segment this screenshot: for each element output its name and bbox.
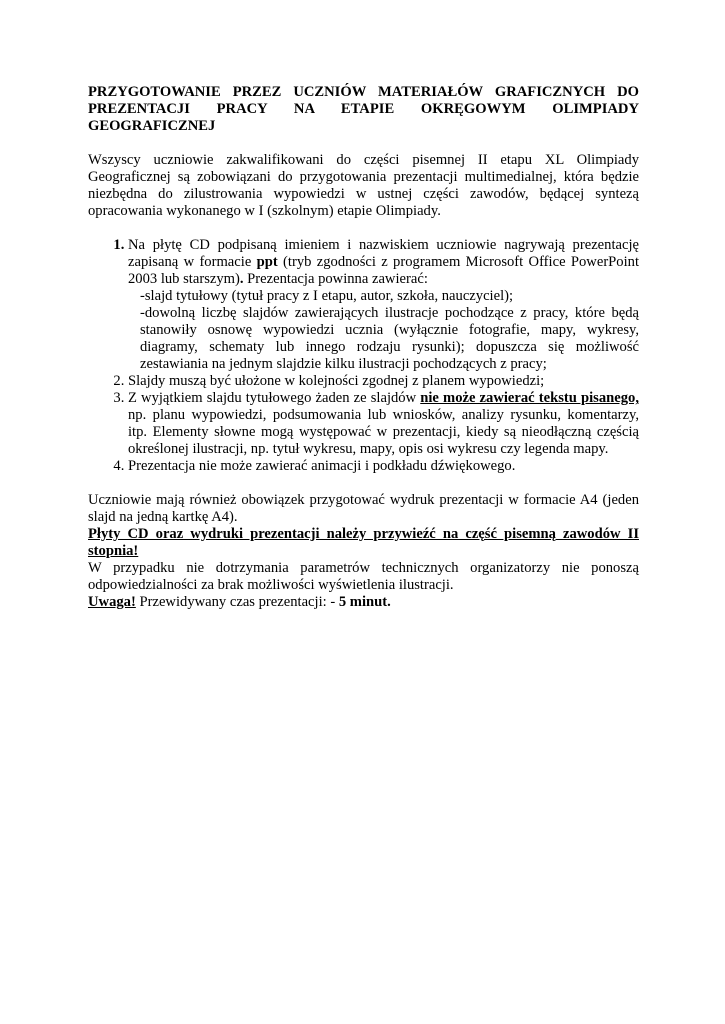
item3-text-a: Z wyjątkiem slajdu tytułowego żaden ze slajdów [128,390,421,406]
printout-paragraph: Uczniowie mają również obowiązek przygotować wydruk prezentacji w formacie A4 (jeden slajd na jedną kartkę A4). [88,492,639,525]
title-line-2: PREZENTACJI PRACY NA ETAPIE OKRĘGOWYM OLIMPIADY GEOGRAFICZNEJ [88,101,639,134]
item1-sub-1: -slajd tytułowy (tytuł pracy z I etapu, autor, szkoła, nauczyciel); [140,288,514,304]
title-line-1: PRZYGOTOWANIE PRZEZ UCZNIÓW MATERIAŁÓW GRAFICZNYCH DO [88,84,639,100]
item1-text-c: Prezentacja powinna zawierać: [243,271,428,287]
list-item-1 [128,237,639,373]
list-item-2: 2. Slajdy muszą być ułożone w kolejności zgodnej z planem wypowiedzi; [128,373,639,390]
requirements-list [88,237,639,475]
note-time: 5 minut. [338,594,391,610]
item1-dot: . [239,271,244,287]
list-item-4: 4. Prezentacja nie może zawierać animacji i podkładu dźwiękowego. [128,458,639,475]
note-label: Uwaga! [88,594,136,610]
item1-ppt: ppt [256,254,278,270]
item1-sub-2: -dowolną liczbę slajdów zawierających ilustracje pochodzące z pracy, które będą stanowiły osnowę wypowiedzi ucznia (wyłącznie fotografie, mapy, wykresy, diagramy, schematy lub innego rodzaju rysunki); dopuszcza się możliwość zestawiania na jednym slajdzie kilku ilustracji pochodzących z pracy; [140,305,639,372]
intro-paragraph: Wszyscy uczniowie zakwalifikowani do części pisemnej II etapu XL Olimpiady Geograficznej są zobowiązani do przygotowania prezentacji multimedialnej, która będzie niezbędna do zilustrowania wypowiedzi w ustnej części zawodów, będącej syntezą opracowania wykonanego w I (szkolnym) etapie Olimpiady. [88,152,639,219]
document-page [88,84,639,611]
note-paragraph [88,594,639,611]
list-item-3 [128,390,639,458]
item3-text-b: np. planu wypowiedzi, podsumowania lub wniosków, analizy rysunku, komentarzy, itp. Elementy słowne mogą występować w prezentacji, kiedy są nieodłączną częścią określonej ilustracji, np. tytuł wykresu, mapy, opis osi wykresu czy legenda mapy. [128,407,639,457]
note-text: Przewidywany czas prezentacji: - [135,594,339,610]
organizers-paragraph: W przypadku nie dotrzymania parametrów technicznych organizatorzy nie ponoszą odpowiedzialności za brak możliwości wyświetlenia ilustracji. [88,560,639,593]
document-title [88,84,639,135]
item1-text-b: (tryb zgodności z programem Microsoft Office PowerPoint 2003 lub starszym) [128,254,639,287]
bring-notice [88,526,639,560]
bring-notice-text: Płyty CD oraz wydruki prezentacji należy przywieźć na część pisemną zawodów II stopnia! [88,526,639,559]
item1-text-a: Na płytę CD podpisaną imieniem i nazwiskiem uczniowie nagrywają prezentację zapisaną w formacie [128,237,639,270]
item3-emphasis: nie może zawierać tekstu pisanego, [420,390,639,406]
